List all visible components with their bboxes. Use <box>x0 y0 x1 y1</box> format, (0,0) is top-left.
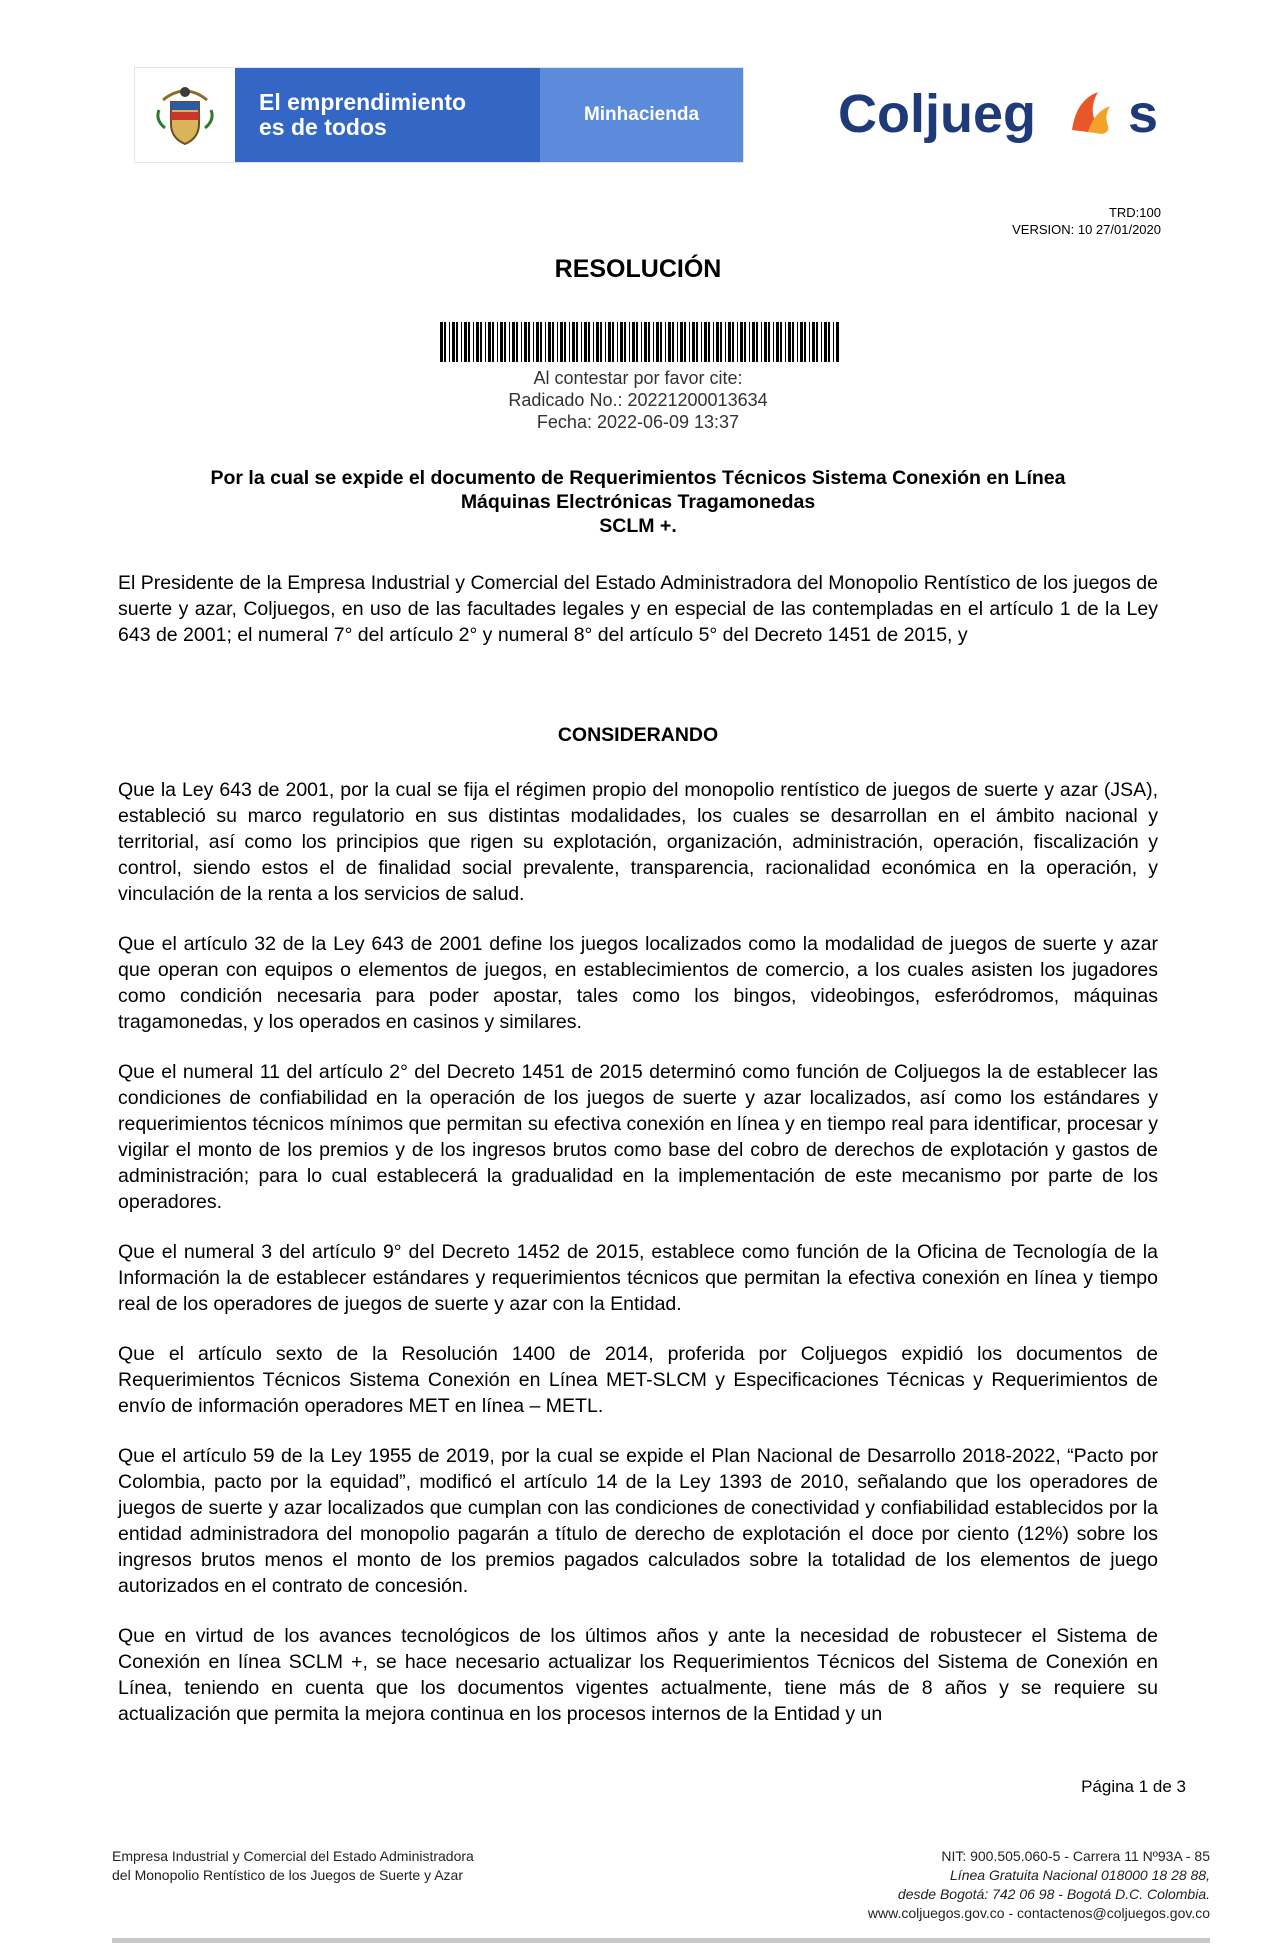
intro-text: El Presidente de la Empresa Industrial y Comercial del Estado Administradora del Monopolio Rentístico de los juegos de suerte y azar, Coljuegos, en uso de las facultades legales y en especial de las contempladas en el artículo 1 de la Ley 643 de 2001; el numeral 7° del artículo 2° y numeral 8° del artículo 5° del Decreto 1451 de 2015, y <box>118 572 1158 646</box>
consideration-paragraph: Que el artículo 59 de la Ley 1955 de 2019, por la cual se expide el Plan Nacional de Desarrollo 2018-2022, “Pacto por Colombia, pacto por la equidad”, modificó el artículo 14 de la Ley 1393 de 2010, señalando que los operadores de juegos de suerte y azar localizados que cumplan con las condiciones de conectividad y confiabilidad establecidos por la entidad administradora del monopolio pagarán a título de derecho de explotación el doce por ciento (12%) sobre los ingresos brutos menos el monto de los premios pagados calculados sobre la totalidad de los elementos de juego autorizados en el contrato de concesión. <box>118 1445 1158 1597</box>
consideration-paragraph: Que el artículo sexto de la Resolución 1400 de 2014, proferida por Coljuegos expidió los documentos de Requerimientos Técnicos Sistema Conexión en Línea MET-SLCM y Especificaciones Técnicas y Requerimientos de envío de información operadores MET en línea – METL. <box>118 1343 1158 1417</box>
slogan-panel <box>235 68 540 162</box>
document-title: RESOLUCIÓN <box>554 255 722 283</box>
subject-line-2: Máquinas Electrónicas Tragamonedas <box>460 491 816 513</box>
government-banner <box>135 68 743 162</box>
footer-divider <box>112 1938 1210 1943</box>
radicado-number: Radicado No.: 20221200013634 <box>508 390 768 410</box>
version-code: VERSION: 10 27/01/2020 <box>1012 222 1161 237</box>
subject-line-3: SCLM +. <box>599 515 677 537</box>
intro-paragraph <box>118 570 1158 648</box>
footer-entity-line-2: del Monopolio Rentístico de los Juegos de Suerte y Azar <box>112 1867 463 1883</box>
consideration-paragraph: Que el numeral 11 del artículo 2° del Decreto 1451 de 2015 determinó como función de Coljuegos la de establecer las condiciones de confiabilidad en la operación de los juegos de suerte y azar localizados, así como los estándares y requerimientos técnicos mínimos que permitan su efectiva conexión en línea y en tiempo real para identificar, procesar y vigilar el monto de los premios y de los ingresos brutos como base del cobro de derechos de explotación y gastos de administración; para lo cual establecerá la gradualidad en la implementación de este mecanismo por parte de los operadores. <box>118 1061 1158 1213</box>
considerations <box>118 777 1158 1751</box>
ministry-panel <box>540 68 743 162</box>
slogan-line-2: es de todos <box>259 114 387 140</box>
radicado-date: Fecha: 2022-06-09 13:37 <box>536 412 740 432</box>
footer-entity-line-1: Empresa Industrial y Comercial del Estado Administradora <box>112 1848 474 1864</box>
footer-contact <box>868 1847 1210 1923</box>
svg-text:s: s <box>1128 84 1159 144</box>
subject-line-1: Por la cual se expide el documento de Requerimientos Técnicos Sistema Conexión en Línea <box>210 467 1066 489</box>
trd-code: TRD:100 <box>1108 205 1161 220</box>
cite-instruction: Al contestar por favor cite: <box>533 368 743 388</box>
considerando-heading: CONSIDERANDO <box>557 724 719 746</box>
footer-hotline: Línea Gratuita Nacional 018000 18 28 88, <box>950 1867 1210 1883</box>
footer-web-email[interactable]: www.coljuegos.gov.co - contactenos@coljuegos.gov.co <box>867 1905 1210 1921</box>
document-version-info <box>1012 204 1161 238</box>
barcode-image <box>440 322 842 362</box>
citation-block <box>0 367 1276 433</box>
footer-entity <box>112 1847 474 1885</box>
consideration-paragraph: Que el artículo 32 de la Ley 643 de 2001 define los juegos localizados como la modalidad de juegos de suerte y azar que operan con equipos o elementos de juegos, en establecimientos de comercio, a los cuales asisten los jugadores como condición necesaria para poder apostar, tales como los bingos, videobingos, esferódromos, máquinas tragamonedas, y los operados en casinos y similares. <box>118 933 1158 1033</box>
page-number: Página 1 de 3 <box>1081 1777 1186 1796</box>
coat-of-arms-icon <box>135 68 235 162</box>
coljuegos-logo <box>838 82 1198 146</box>
consideration-paragraph: Que en virtud de los avances tecnológicos de los últimos años y ante la necesidad de robustecer el Sistema de Conexión en línea SCLM +, se hace necesario actualizar los Requerimientos Técnicos del Sistema de Conexión en Línea, teniendo en cuenta que los documentos vigentes actualmente, tiene más de 8 años y se requiere su actualización que permita la mejora continua en los procesos internos de la Entidad y un <box>118 1625 1158 1725</box>
consideration-paragraph: Que la Ley 643 de 2001, por la cual se fija el régimen propio del monopolio rentístico de juegos de suerte y azar (JSA), estableció su marco regulatorio en sus distintas modalidades, los cuales se desarrollan en el ámbito nacional y territorial, así como los principios que rigen su explotación, organización, administración, operación, fiscalización y control, siendo estos el de finalidad social prevalente, transparencia, racionalidad económica en la operación, y vinculación de la renta a los servicios de salud. <box>118 779 1158 905</box>
ministry-name: Minhacienda <box>583 104 700 125</box>
svg-text:Coljueg: Coljueg <box>838 84 1036 144</box>
footer-nit-address: NIT: 900.505.060-5 - Carrera 11 Nº93A - 85 <box>941 1848 1210 1864</box>
consideration-paragraph: Que el numeral 3 del artículo 9° del Decreto 1452 de 2015, establece como función de la Oficina de Tecnología de la Información la de establecer estándares y requerimientos técnicos que permitan la efectiva conexión en línea y tiempo real de los operadores de juegos de suerte y azar con la Entidad. <box>118 1241 1158 1315</box>
slogan-line-1: El emprendimiento <box>259 89 467 115</box>
resolution-subject <box>120 466 1156 538</box>
footer-bogota-phone: desde Bogotá: 742 06 98 - Bogotá D.C. Colombia. <box>897 1886 1210 1902</box>
